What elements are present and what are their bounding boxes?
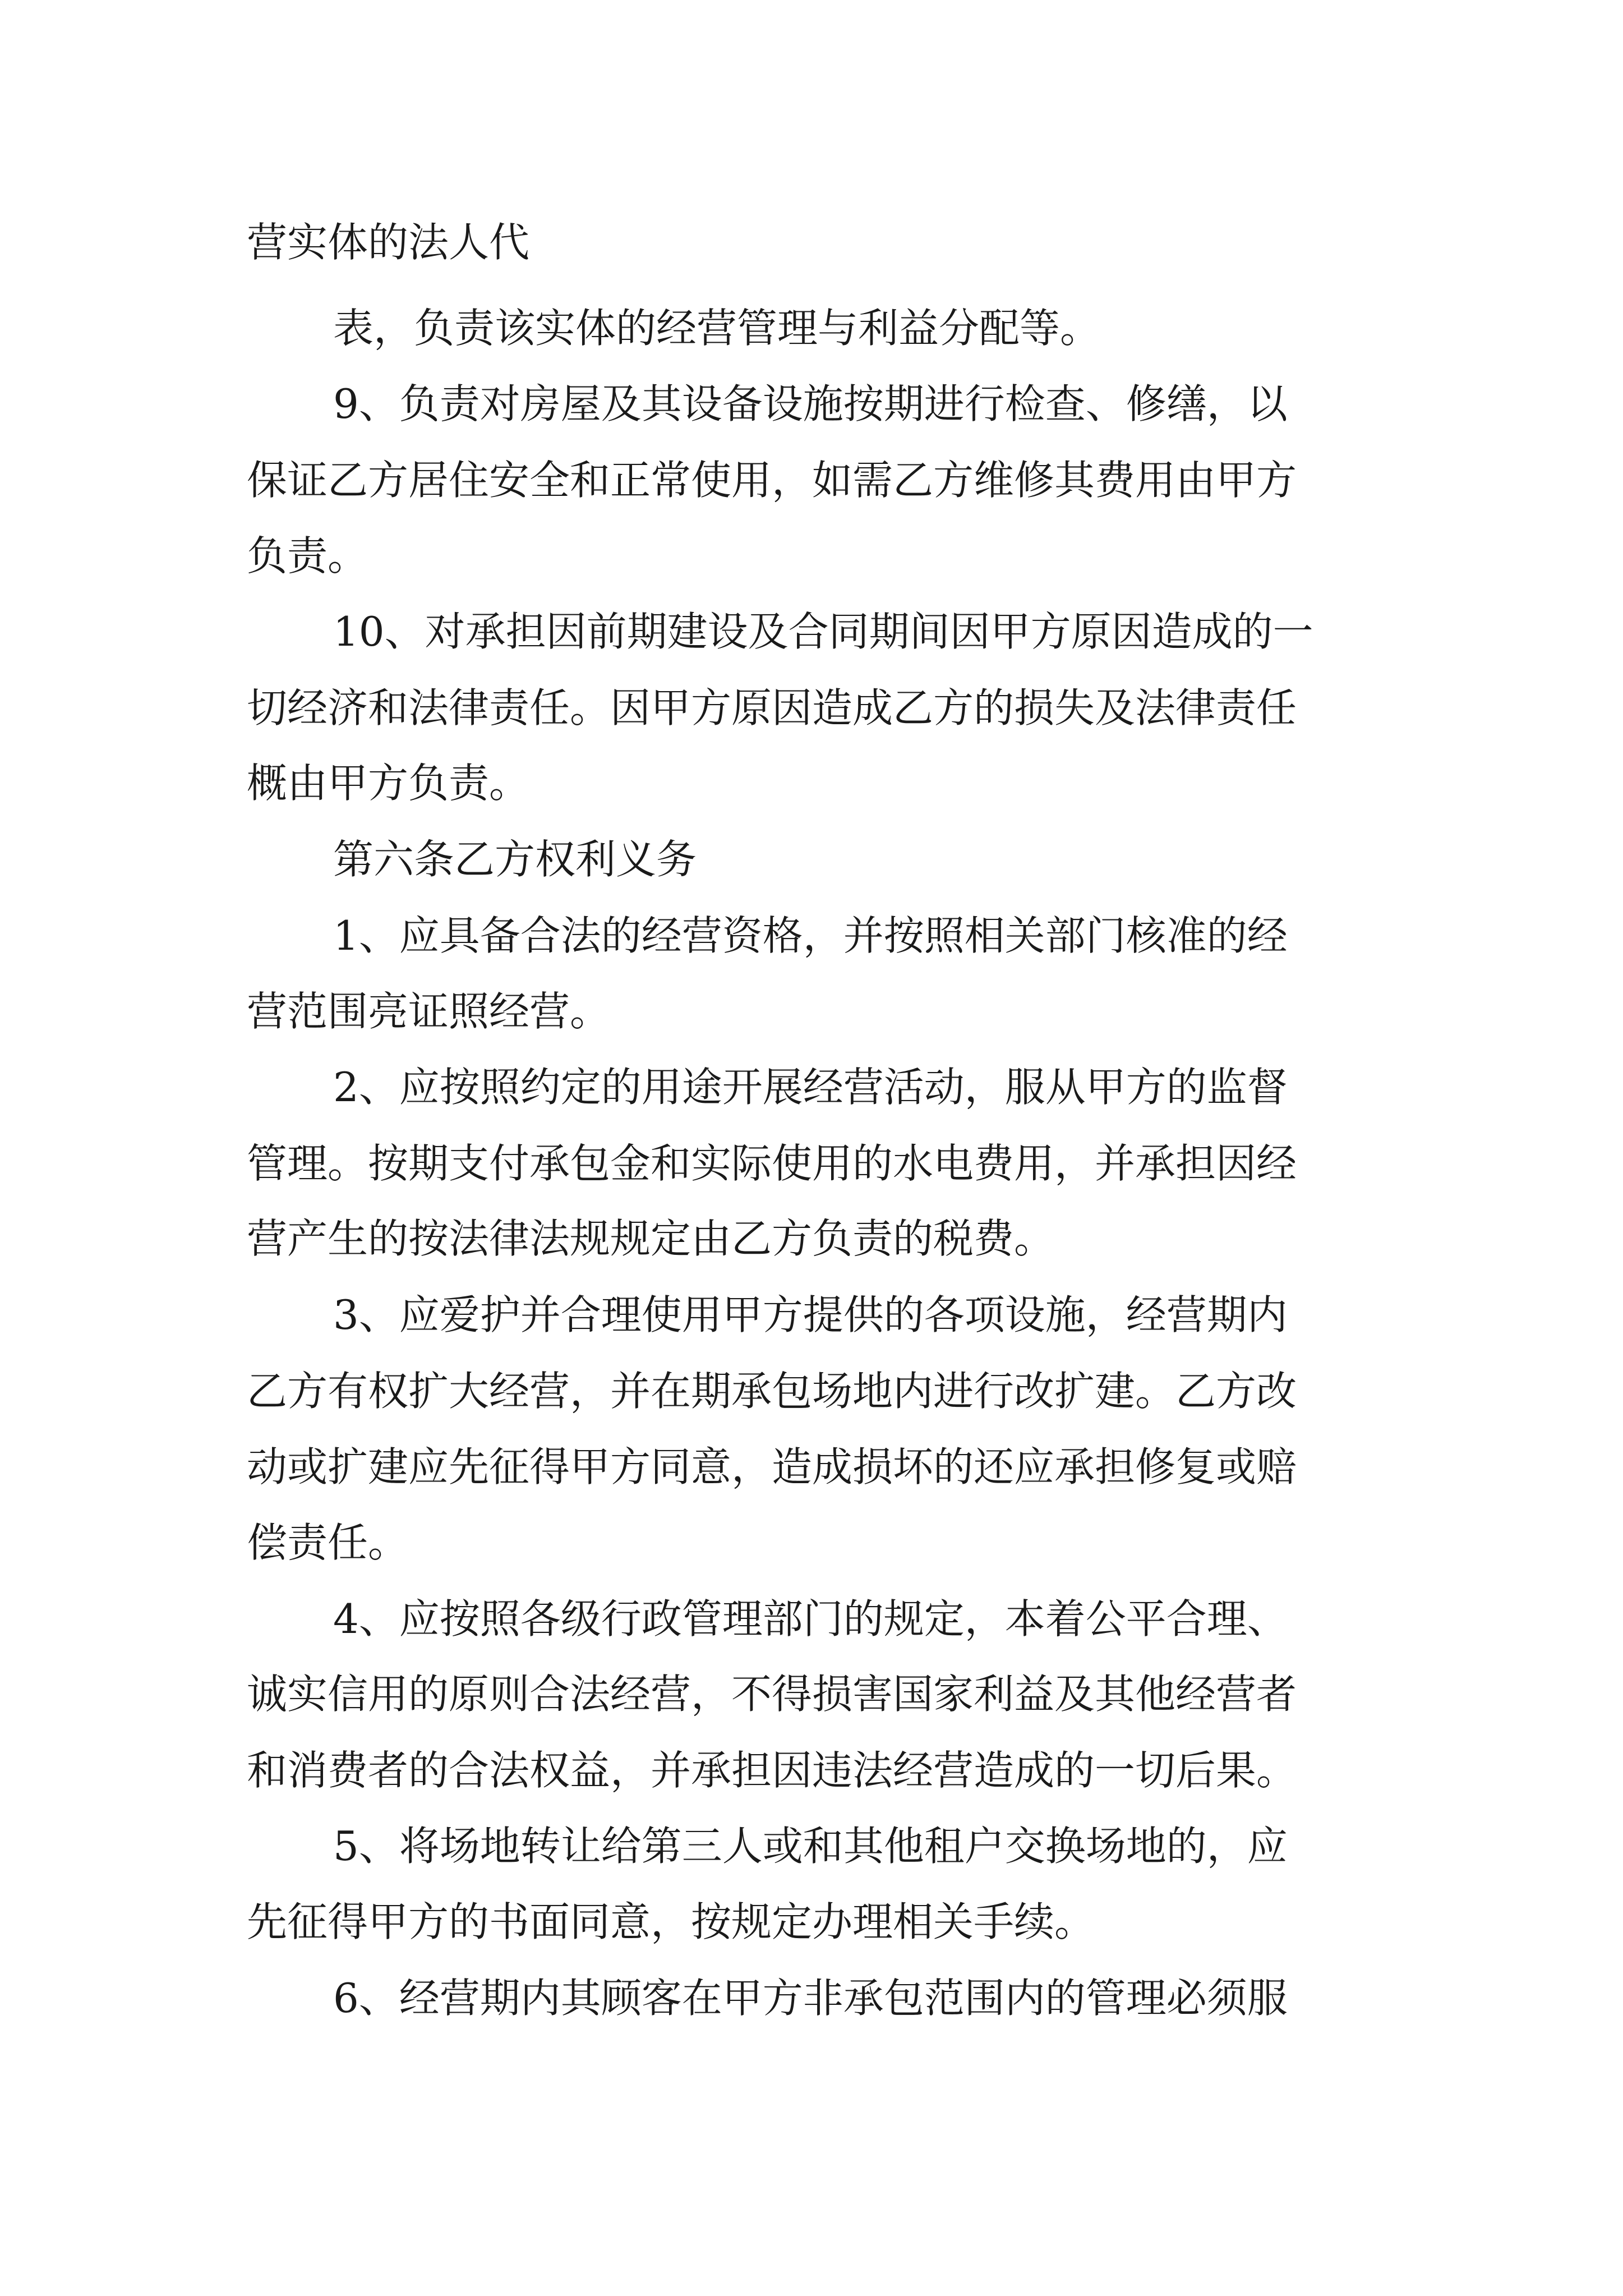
text-line: 负责。 bbox=[247, 532, 368, 579]
text-line: 营实体的法人代 bbox=[247, 219, 530, 266]
text-line: 10、对承担因前期建设及合同期间因甲方原因造成的一 bbox=[333, 608, 1313, 655]
text-line: 2、应按照约定的用途开展经营活动，服从甲方的监督 bbox=[333, 1064, 1288, 1111]
text-line: 保证乙方居住安全和正常使用，如需乙方维修其费用由甲方 bbox=[247, 457, 1297, 504]
text-line: 营产生的按法律法规规定由乙方负责的税费。 bbox=[247, 1215, 1055, 1262]
text-line: 诚实信用的原则合法经营，不得损害国家利益及其他经营者 bbox=[247, 1671, 1297, 1718]
text-line: 9、负责对房屋及其设备设施按期进行检查、修缮，以 bbox=[333, 380, 1288, 427]
text-line: 概由甲方负责。 bbox=[247, 760, 530, 807]
text-line: 4、应按照各级行政管理部门的规定，本着公平合理、 bbox=[333, 1595, 1288, 1642]
text-line: 偿责任。 bbox=[247, 1519, 409, 1566]
text-line: 6、经营期内其顾客在甲方非承包范围内的管理必须服 bbox=[333, 1975, 1288, 2022]
text-line: 1、应具备合法的经营资格，并按照相关部门核准的经 bbox=[333, 912, 1288, 959]
text-line: 3、应爱护并合理使用甲方提供的各项设施，经营期内 bbox=[333, 1291, 1288, 1338]
text-line: 管理。按期支付承包金和实际使用的水电费用，并承担因经 bbox=[247, 1140, 1297, 1187]
text-line: 切经济和法律责任。因甲方原因造成乙方的损失及法律责任 bbox=[247, 684, 1297, 731]
text-line: 动或扩建应先征得甲方同意，造成损坏的还应承担修复或赔 bbox=[247, 1443, 1297, 1490]
text-line: 表，负责该实体的经营管理与利益分配等。 bbox=[333, 305, 1101, 352]
text-line: 乙方有权扩大经营，并在期承包场地内进行改扩建。乙方改 bbox=[247, 1368, 1297, 1415]
text-line: 5、将场地转让给第三人或和其他租户交换场地的，应 bbox=[333, 1823, 1288, 1870]
text-line: 和消费者的合法权益，并承担因违法经营造成的一切后果。 bbox=[247, 1747, 1297, 1794]
text-line: 先征得甲方的书面同意，按规定办理相关手续。 bbox=[247, 1898, 1095, 1945]
text-line: 营范围亮证照经营。 bbox=[247, 988, 611, 1035]
section-heading: 第六条乙方权利义务 bbox=[333, 836, 697, 883]
